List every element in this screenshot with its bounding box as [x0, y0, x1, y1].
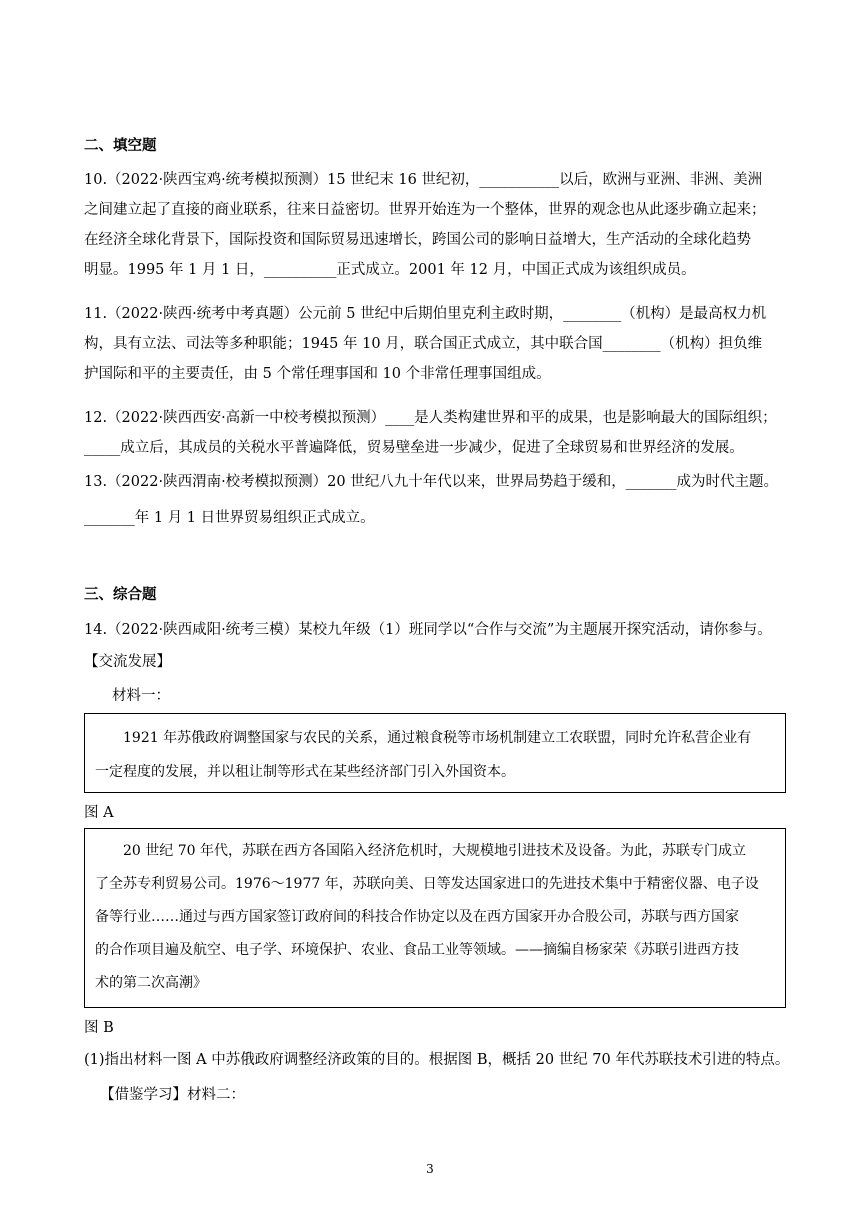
text-line: 11.（2022·陕西·统考中考真题）公元前 5 世纪中后期伯里克利主政时期，________（机构）是最高权力机	[84, 306, 767, 322]
text-line: 在经济全球化背景下，国际投资和国际贸易迅速增长，跨国公司的影响日益增大，生产活动的全球化趋势	[84, 232, 751, 248]
box-line: 的合作项目遍及航空、电子学、环境保护、农业、食品工业等领域。——摘编自杨家荣《苏联引进西方技	[95, 942, 739, 958]
box-line: 一定程度的发展，并以租让制等形式在某些经济部门引入外国资本。	[95, 764, 515, 780]
material-box-a	[84, 713, 786, 793]
text-line: _______年 1 月 1 日世界贸易组织正式成立。	[84, 510, 375, 526]
subsection-title: 【交流发展】	[84, 654, 171, 670]
subsection-title: 【借鉴学习】材料二：	[100, 1087, 245, 1103]
section-heading-fill-blank: 二、填空题	[84, 138, 157, 154]
section-heading-comprehensive: 三、综合题	[84, 587, 157, 603]
page-number: 3	[426, 1162, 434, 1176]
box-line: 1921 年苏俄政府调整国家与农民的关系，通过粮食税等市场机制建立工农联盟，同时允许私营企业有	[95, 730, 752, 746]
question-14-intro: 14.（2022·陕西咸阳·统考三模）某校九年级（1）班同学以“合作与交流”为主题展开探究活动，请你参与。	[84, 622, 772, 638]
box-line: 20 世纪 70 年代，苏联在西方各国陷入经济危机时，大规模地引进技术及设备。为此，苏联专门成立	[95, 843, 746, 859]
text-line: 13.（2022·陕西渭南·校考模拟预测）20 世纪八九十年代以来，世界局势趋于缓和，_______成为时代主题。	[84, 474, 778, 490]
sub-question-1: (1)指出材料一图 A 中苏俄政府调整经济政策的目的。根据图 B，概括 20 世纪 70 年代苏联技术引进的特点。	[84, 1052, 790, 1068]
text-line: 构，具有立法、司法等多种职能；1945 年 10 月，联合国正式成立，其中联合国________（机构）担负维	[84, 336, 763, 352]
text-line: _____成立后，其成员的关税水平普遍降低，贸易壁垒进一步减少，促进了全球贸易和世界经济的发展。	[84, 440, 744, 456]
text-line: 护国际和平的主要责任，由 5 个常任理事国和 10 个非常任理事国组成。	[84, 366, 551, 382]
material-label: 材料一：	[112, 688, 170, 704]
text-line: 10.（2022·陕西宝鸡·统考模拟预测）15 世纪末 16 世纪初，___________以后，欧洲与亚洲、非洲、美洲	[84, 172, 763, 188]
box-line: 术的第二次高潮》	[95, 975, 207, 991]
text-line: 之间建立起了直接的商业联系，往来日益密切。世界开始连为一个整体，世界的观念也从此逐步确立起来；	[84, 202, 766, 218]
box-line: 了全苏专利贸易公司。1976～1977 年，苏联向美、日等发达国家进口的先进技术集中于精密仪器、电子设	[95, 876, 759, 892]
material-box-b	[84, 828, 786, 1008]
box-line: 备等行业……通过与西方国家签订政府间的科技合作协定以及在西方国家开办合股公司，苏联与西方国家	[95, 909, 739, 925]
text-line: 明显。1995 年 1 月 1 日，__________正式成立。2001 年 12 月，中国正式成为该组织成员。	[84, 262, 696, 278]
figure-caption-b: 图 B	[84, 1020, 114, 1036]
text-line: 12.（2022·陕西西安·高新一中校考模拟预测）____是人类构建世界和平的成果，也是影响最大的国际组织；	[84, 410, 777, 426]
figure-caption-a: 图 A	[84, 805, 114, 821]
